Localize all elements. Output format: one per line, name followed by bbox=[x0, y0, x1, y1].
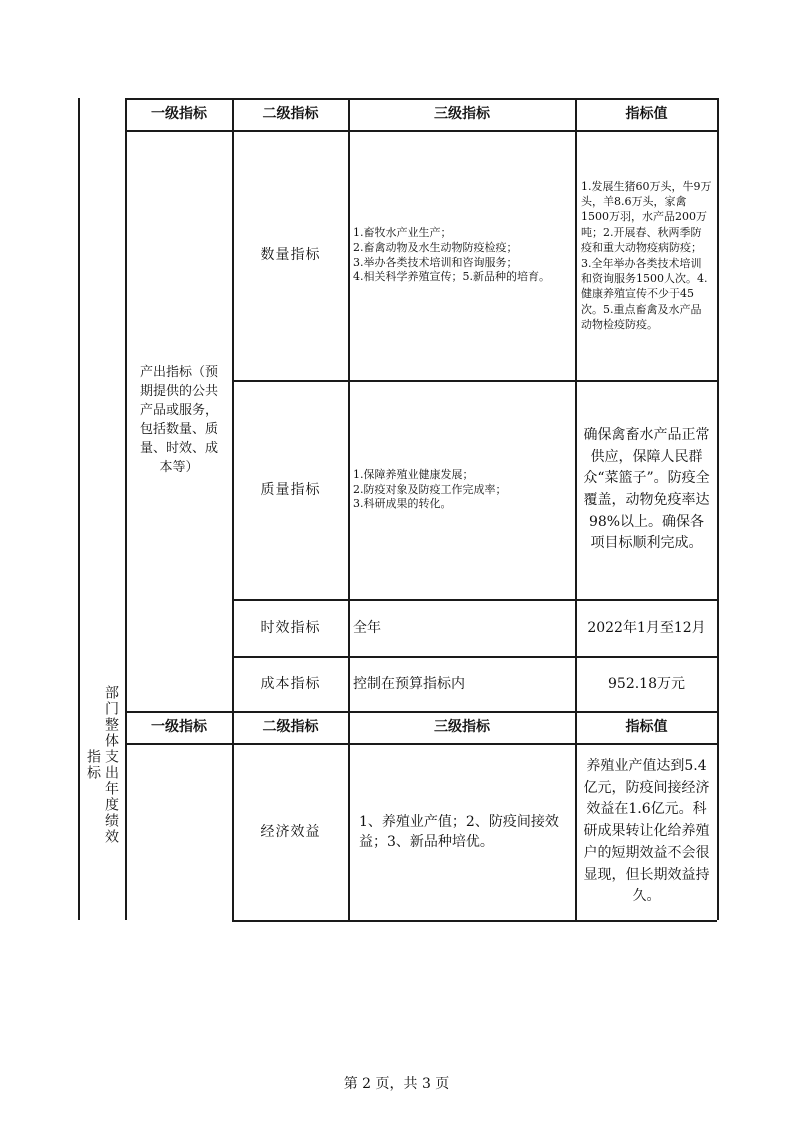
quantity-item: 1.畜牧水产业生产； bbox=[353, 225, 452, 239]
quality-value: 确保禽畜水产品正常供应，保障人民群众“菜篮子”。防疫全覆盖，动物免疫率达98%以上。确保各项目标顺利完成。 bbox=[583, 426, 710, 552]
quality-item: 3.科研成果的转化。 bbox=[353, 497, 452, 511]
quality-level3 bbox=[349, 381, 575, 599]
header-level2: 二级指标 bbox=[262, 719, 319, 736]
timeliness-value: 2022年1月至12月 bbox=[587, 619, 706, 636]
quantity-level3 bbox=[349, 131, 575, 380]
quantity-item: 4.相关科学养殖宣传；5.新品种的培育。 bbox=[353, 270, 550, 284]
quality-item: 1.保障养殖业健康发展； bbox=[353, 467, 474, 481]
side-label: 部门整体支出年度绩效指标 bbox=[85, 685, 119, 845]
timeliness-indicator: 时效指标 bbox=[260, 619, 321, 636]
economic-benefit-level3: 1、养殖业产值；2、防疫间接效益；3、新品种培优。 bbox=[359, 813, 559, 850]
output-indicator-label: 产出指标（预期提供的公共产品或服务，包括数量、质量、时效、成本等） bbox=[139, 365, 218, 475]
quality-indicator: 质量指标 bbox=[260, 481, 321, 498]
page-footer: 第 2 页，共 3 页 bbox=[343, 1076, 450, 1092]
header-level1: 一级指标 bbox=[151, 106, 207, 123]
header-level3: 三级指标 bbox=[434, 106, 490, 123]
quantity-value: 1.发展生猪60万头，牛9万头，羊8.6万头，家禽1500万羽，水产品200万吨；2.开展春、秋两季防疫和重大动物疫病防疫；3.全年举办各类技术培训和资询服务1500人次。4.健康养殖宣传不少于45次。5.重点畜禽及水产品动物检疫防疫。 bbox=[581, 179, 712, 332]
timeliness-level3: 全年 bbox=[353, 619, 381, 636]
grid-line bbox=[232, 920, 717, 922]
header-level1: 一级指标 bbox=[151, 719, 207, 736]
header-value: 指标值 bbox=[625, 106, 668, 123]
quantity-item: 3.举办各类技术培训和咨询服务； bbox=[353, 255, 518, 269]
side-label-cell bbox=[79, 680, 125, 850]
quantity-item: 2.畜禽动物及水生动物防疫检疫； bbox=[353, 240, 518, 254]
economic-benefit-value: 养殖业产值达到5.4亿元，防疫间接经济效益在1.6亿元。科研成果转让化给养殖户的短期效益不会很显现，但长期效益持久。 bbox=[583, 758, 710, 905]
economic-benefit-indicator: 经济效益 bbox=[260, 823, 321, 840]
quantity-indicator: 数量指标 bbox=[260, 247, 321, 264]
header-level3: 三级指标 bbox=[434, 719, 490, 736]
cost-level3: 控制在预算指标内 bbox=[353, 675, 465, 692]
grid-line bbox=[717, 98, 719, 920]
cost-indicator: 成本指标 bbox=[260, 675, 321, 692]
quality-item: 2.防疫对象及防疫工作完成率； bbox=[353, 482, 507, 496]
header-level2: 二级指标 bbox=[262, 106, 319, 123]
header-value: 指标值 bbox=[625, 719, 668, 736]
cost-value: 952.18万元 bbox=[608, 675, 685, 692]
